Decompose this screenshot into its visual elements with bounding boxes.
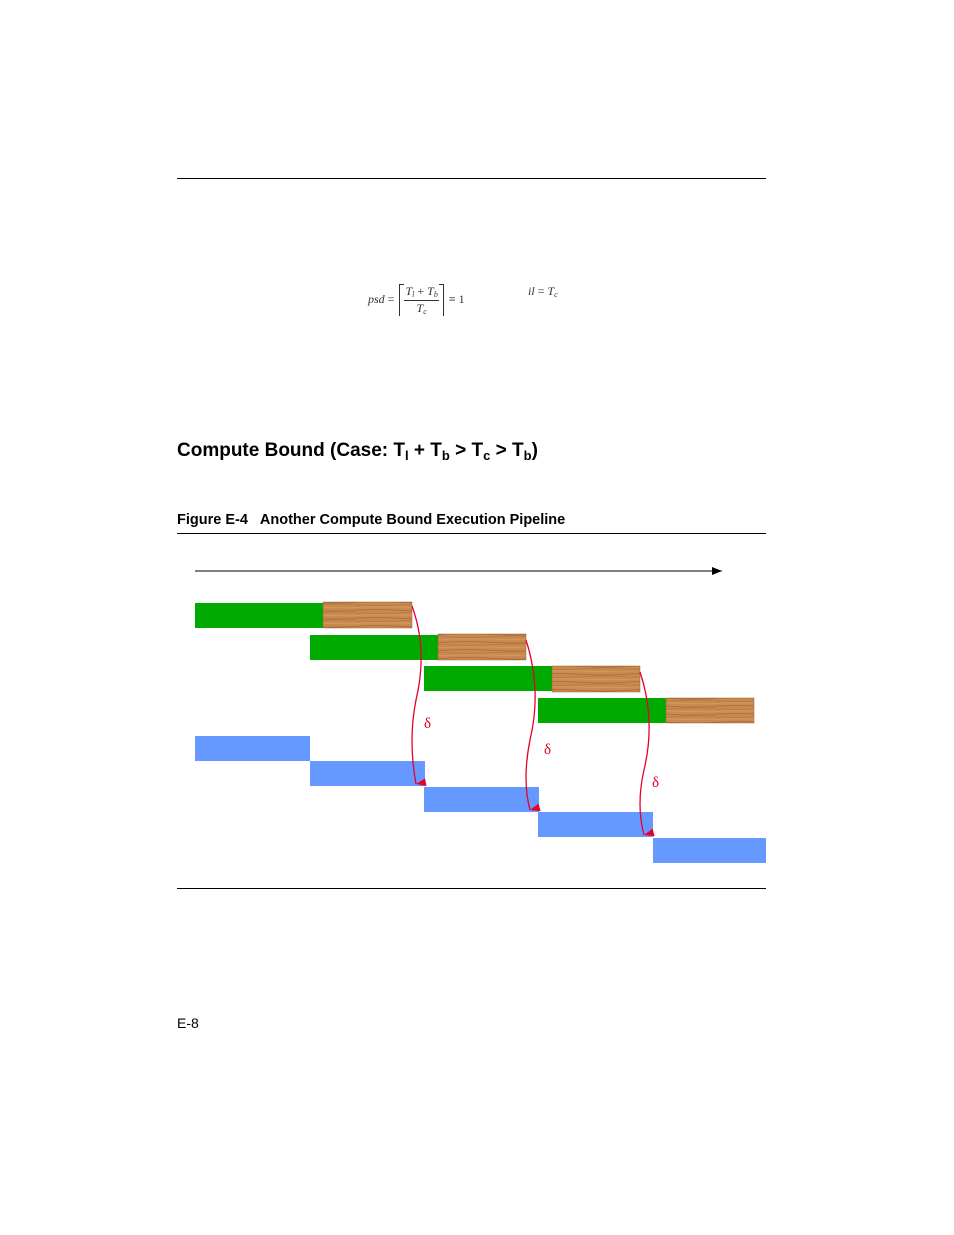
transfer-block: [424, 787, 539, 812]
wood-block: [552, 666, 640, 692]
transfer-block: [538, 812, 653, 837]
term-tl: T: [405, 284, 413, 298]
heading-prefix: Compute Bound (Case: T: [177, 440, 405, 461]
equation-il-tc-sub: c: [554, 290, 558, 299]
equation-il: il = $T_c$: [528, 284, 558, 299]
delta-label: δ: [424, 716, 432, 732]
heading-sub-c: c: [483, 448, 491, 463]
term-tc-sub: c: [423, 306, 427, 316]
heading-plus: + T: [408, 440, 442, 461]
heading-suffix: ): [531, 440, 538, 461]
wood-block: [438, 634, 526, 660]
delta-label: δ: [544, 742, 552, 758]
heading-sub-b: b: [523, 448, 532, 463]
equation-il-symbol: il: [528, 284, 535, 298]
equation-psd-symbol: psd: [368, 291, 385, 306]
compute-block: [310, 635, 438, 660]
compute-block: [195, 603, 323, 628]
term-tl-sub: l: [412, 290, 415, 299]
dependency-arrow: [412, 606, 421, 784]
equation-il-tc: T: [547, 284, 555, 298]
figure-label: Figure E-4: [177, 512, 248, 528]
wood-block: [666, 698, 754, 723]
delta-label: δ: [652, 775, 660, 791]
heading-gt: > T: [449, 440, 484, 461]
term-tc: T: [416, 300, 424, 315]
equation-psd: psd = $\frac{T_l + T_b}{T_c}$ ≡ 1: [368, 284, 465, 316]
figure-title: Another Compute Bound Execution Pipeline: [259, 512, 566, 528]
figure-bottom-rule: [177, 888, 766, 889]
equiv-one: ≡ 1: [448, 291, 465, 306]
heading-sub-b: b: [441, 448, 450, 463]
term-tb: T: [427, 284, 434, 298]
heading-sub-l: l: [405, 448, 409, 463]
plus-sign: +: [417, 284, 425, 298]
page-number: E-8: [177, 1015, 199, 1031]
dependency-arrow: [526, 640, 535, 810]
wood-block: [323, 602, 412, 628]
transfer-block: [195, 736, 310, 761]
dependency-arrow: [640, 672, 649, 835]
transfer-block: [310, 761, 425, 786]
transfer-block: [653, 838, 766, 863]
heading-gt: > T: [490, 440, 524, 461]
term-tb-sub: b: [433, 290, 438, 299]
